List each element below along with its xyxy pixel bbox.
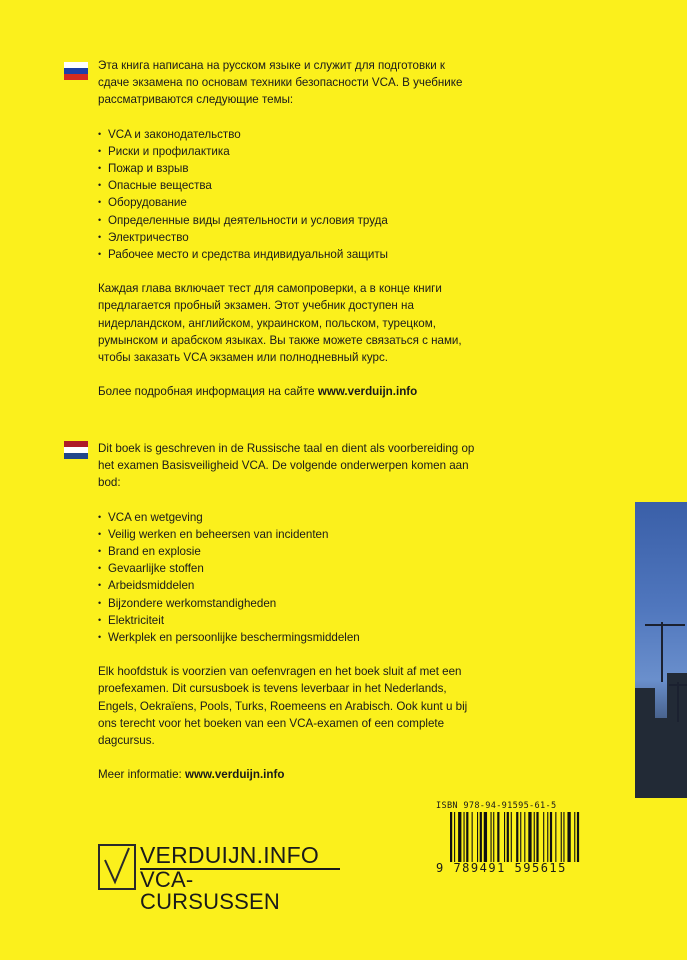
list-item: • Bijzondere werkomstandigheden (98, 595, 478, 612)
ru-website-link[interactable]: www.verduijn.info (317, 385, 418, 399)
russian-flag-icon (64, 62, 88, 80)
nl-more-label: Meer informatie: (98, 768, 182, 782)
barcode-icon (448, 812, 618, 862)
list-item: • Опасные вещества (98, 177, 478, 194)
nl-more-info (98, 766, 478, 783)
list-item: • Риски и профилактика (98, 143, 478, 160)
list-item: • Arbeidsmiddelen (98, 577, 478, 594)
ru-more-info (98, 383, 478, 400)
list-item: • Veilig werken en beheersen van incidenten (98, 526, 478, 543)
ru-more-label: Более подробная информация на сайте (98, 385, 315, 399)
barcode-digits: 9 789491 595615 (436, 861, 567, 875)
dutch-flag-icon (64, 441, 88, 459)
list-item: • Электричество (98, 229, 478, 246)
list-item: • Оборудование (98, 194, 478, 211)
list-item: • Brand en explosie (98, 543, 478, 560)
ru-topic-list (98, 126, 478, 264)
list-item: • VCA и законодательство (98, 126, 478, 143)
dutch-description (98, 440, 478, 783)
nl-website-link[interactable]: www.verduijn.info (185, 768, 285, 782)
nl-intro: Dit boek is geschreven in de Russische taal en dient als voorbereiding op het examen Basisveiligheid VCA. De volgende onderwerpen komen aan bod: (98, 442, 475, 490)
logo-subtitle: VCA-CURSUSSEN (140, 867, 280, 914)
list-item: • VCA en wetgeving (98, 509, 478, 526)
list-item: • Определенные виды деятельности и условия труда (98, 212, 478, 229)
list-item: • Рабочее место и средства индивидуальной защиты (98, 246, 478, 263)
isbn-label: ISBN 978-94-91595-61-5 (436, 801, 557, 811)
ru-body: Каждая глава включает тест для самопроверки, а в конце книги предлагается пробный экзамен. Этот учебник доступен на нидерландском, английском, украинском, польском, турецком, румынском и арабском языках. Вы также можете связаться с нами, чтобы заказать VCA экзамен или полнодневный курс. (98, 282, 462, 365)
nl-body: Elk hoofdstuk is voorzien van oefenvragen en het boek sluit af met een proefexamen. Dit cursusboek is tevens leverbaar in het Nederlands, Engels, Oekraïens, Pools, Turks, Roemeens en Arabisch. Ook kunt u bij ons terecht voor het boeken van een VCA-examen of een complete dagcursus. (98, 665, 468, 748)
list-item: • Werkplek en persoonlijke beschermingsmiddelen (98, 629, 478, 646)
list-item: • Gevaarlijke stoffen (98, 560, 478, 577)
russian-description (98, 57, 478, 400)
logo-title: VERDUIJN.INFO (140, 842, 319, 868)
construction-photo (635, 502, 687, 798)
nl-topic-list (98, 509, 478, 647)
ru-intro: Эта книга написана на русском языке и служит для подготовки к сдаче экзамена по основам техники безопасности VCA. В учебнике рассматриваются следующие темы: (98, 59, 463, 107)
list-item: • Elektriciteit (98, 612, 478, 629)
list-item: • Пожар и взрыв (98, 160, 478, 177)
verduijn-logo (98, 842, 319, 914)
checkmark-icon (98, 844, 136, 890)
